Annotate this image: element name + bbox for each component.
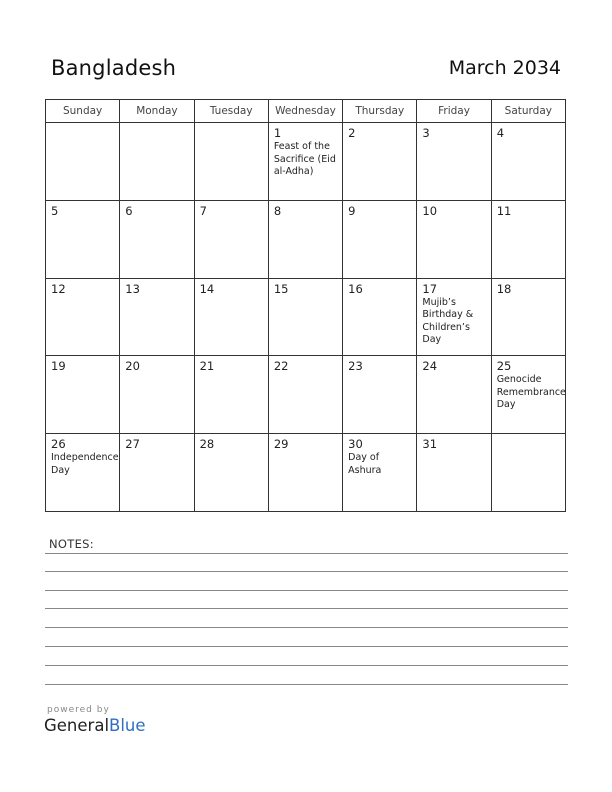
day-number: 2 [348,126,356,140]
day-cell [343,434,417,512]
holiday-label [269,218,342,219]
holiday-label [417,451,490,452]
day-number: 11 [496,203,512,218]
holiday-label [46,373,119,374]
day-cell [120,200,194,278]
day-number: 27 [125,437,140,452]
holiday-label [343,373,416,374]
note-line [45,665,568,666]
holiday-label [195,373,268,374]
day-cell [343,278,417,356]
holiday-label [492,140,565,141]
day-number: 25 [496,359,512,374]
day-number: 21 [199,359,215,374]
day-number: 12 [51,281,66,296]
weekday-friday: Friday [417,100,491,123]
day-cell [417,123,491,201]
weekday-saturday: Saturday [491,100,565,123]
day-cell [417,200,491,278]
calendar-grid [45,99,566,512]
day-number: 29 [273,437,289,452]
week-row [46,356,566,434]
day-cell [268,200,342,278]
holiday-label: Genocide Remembrance Day [496,374,566,411]
weekday-monday: Monday [120,100,194,123]
holiday-label [492,296,565,297]
day-number: 23 [348,359,363,374]
day-number: 5 [51,203,59,218]
note-line [45,608,568,609]
note-line [45,553,568,554]
holiday-label [269,296,342,297]
holiday-label [343,140,416,141]
day-cell [46,123,120,201]
day-cell [491,356,565,434]
day-cell [194,278,268,356]
day-cell [268,356,342,434]
holiday-label [120,218,193,219]
holiday-label [46,218,119,219]
holiday-label [120,126,193,127]
day-number: 24 [422,359,438,374]
day-cell [120,434,194,512]
day-cell [491,123,565,201]
notes-label: NOTES: [49,537,94,551]
generalblue-logo [44,716,146,735]
powered-by-text: powered by [47,705,110,715]
holiday-label [417,218,490,219]
day-cell [194,434,268,512]
day-number: 10 [422,203,438,218]
day-cell [46,356,120,434]
note-line [45,627,568,628]
weekday-sunday: Sunday [46,100,120,123]
holiday-label [417,373,490,374]
holiday-label [120,373,193,374]
holiday-label: Mujib’s Birthday & Children’s Day [422,296,474,346]
note-line [45,646,568,647]
day-cell [194,123,268,201]
day-number: 22 [273,359,289,374]
country-title: Bangladesh [51,56,177,80]
day-cell [343,123,417,201]
holiday-label [343,218,416,219]
weekday-thursday: Thursday [343,100,417,123]
day-number: 15 [273,281,289,296]
day-cell [268,278,342,356]
holiday-label [269,451,342,452]
day-number: 28 [199,437,215,452]
holiday-label [195,451,268,452]
week-row [46,434,566,512]
note-line [45,590,568,591]
day-cell [491,278,565,356]
holiday-label [46,126,119,127]
day-cell [343,356,417,434]
day-number: 6 [125,203,133,218]
day-number: 1 [273,126,282,140]
day-cell [417,278,491,356]
weekday-header-row [46,100,566,123]
month-year-title: March 2034 [448,57,561,79]
holiday-label [195,296,268,297]
note-line [45,571,568,572]
day-cell [417,356,491,434]
day-number: 8 [273,203,282,218]
holiday-label: Day of Ashura [348,452,382,476]
day-cell [46,200,120,278]
day-number: 16 [348,281,363,296]
day-number: 9 [348,203,356,218]
brand-name-general: General [44,716,110,735]
day-number: 26 [51,437,66,452]
day-cell [46,434,120,512]
day-cell [268,123,342,201]
day-cell [46,278,120,356]
holiday-label: Feast of the Sacrifice (Eid al-Adha) [273,141,336,177]
holiday-label [120,296,193,297]
day-number: 18 [496,281,512,296]
week-row [46,278,566,356]
holiday-label [492,218,565,219]
holiday-label: Independence Day [51,452,119,476]
day-number: 4 [496,126,505,140]
day-number: 3 [422,126,430,140]
holiday-label [120,451,193,452]
day-number: 31 [422,437,438,452]
holiday-label [195,126,268,127]
day-cell [194,200,268,278]
holiday-label [46,296,119,297]
day-cell [268,434,342,512]
day-cell [417,434,491,512]
day-cell [194,356,268,434]
brand-name-blue: Blue [109,716,146,735]
day-cell [491,434,565,512]
day-number: 17 [422,281,438,296]
day-number: 7 [199,203,207,218]
note-line [45,684,568,685]
holiday-label [492,437,565,438]
holiday-label [269,373,342,374]
day-number: 13 [125,281,140,296]
weekday-wednesday: Wednesday [268,100,342,123]
week-row [46,200,566,278]
day-number: 30 [348,437,363,452]
week-row [46,123,566,201]
day-cell [120,278,194,356]
day-cell [343,200,417,278]
day-cell [120,356,194,434]
day-number: 20 [125,359,140,374]
day-cell [491,200,565,278]
day-number: 19 [51,359,66,374]
day-cell [120,123,194,201]
weekday-tuesday: Tuesday [194,100,268,123]
day-number: 14 [199,281,215,296]
holiday-label [417,140,490,141]
holiday-label [343,296,416,297]
holiday-label [195,218,268,219]
